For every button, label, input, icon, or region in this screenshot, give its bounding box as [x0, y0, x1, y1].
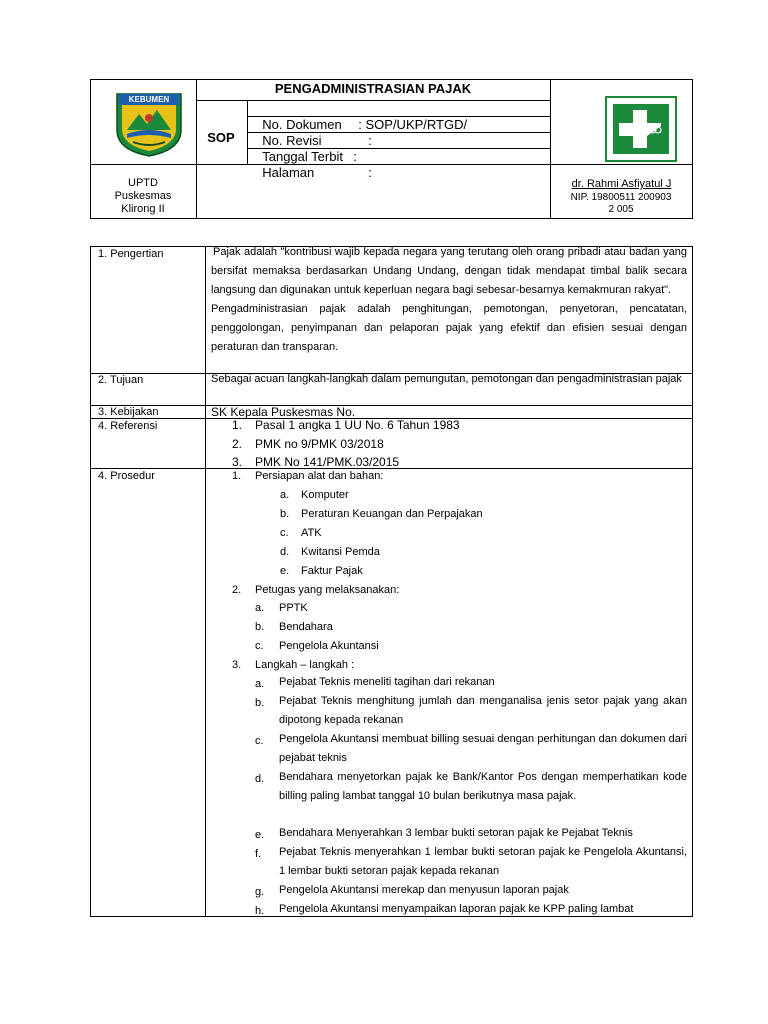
list-item: Peraturan Keuangan dan Perpajakan: [301, 508, 483, 520]
section-label-referensi: 4. Referensi: [98, 420, 158, 432]
section-label-prosedur: 4. Prosedur: [98, 470, 155, 482]
section-label-tujuan: 2. Tujuan: [98, 374, 144, 386]
step-title: Petugas yang melaksanakan:: [255, 584, 400, 596]
list-item: Pengelola Akuntansi menyampaikan laporan pajak ke KPP paling lambat: [279, 903, 634, 915]
step-number: 1.: [232, 470, 242, 482]
list-letter: f.: [255, 848, 262, 860]
list-item: Pengelola Akuntansi merekap dan menyusun laporan pajak: [279, 884, 569, 896]
organization-name: UPTD Puskesmas Klirong II: [114, 177, 172, 215]
list-letter: c.: [255, 735, 264, 747]
list-letter: c.: [280, 527, 289, 539]
list-item: Faktur Pajak: [301, 565, 363, 577]
list-item: Pejabat Teknis menghitung jumlah dan menganalisa jenis setor pajak yang akan dipotong kepada rekanan: [279, 695, 687, 726]
reference-item: PMK no 9/PMK 03/2018: [255, 437, 384, 451]
list-item: PPTK: [279, 602, 308, 614]
crest-text: KEBUMEN: [128, 95, 170, 104]
list-letter: h.: [255, 905, 265, 917]
step-number: 2.: [232, 584, 242, 596]
divider: [550, 79, 551, 219]
document-title: PENGADMINISTRASIAN PAJAK: [274, 81, 472, 96]
list-letter: c.: [255, 640, 264, 652]
list-letter: b.: [255, 621, 265, 633]
list-item: Pejabat Teknis menyerahkan 1 lembar bukti setoran pajak ke Pengelola Akuntansi, 1 lembar bukti setoran pajak kepada rekanan: [279, 846, 687, 877]
signatory-nip: NIP. 19800511 200903 2 005: [570, 192, 672, 215]
list-item: Bendahara Menyerahkan 3 lembar bukti setoran pajak ke Pejabat Teknis: [279, 827, 633, 839]
list-item: ATK: [301, 527, 322, 539]
list-letter: e.: [255, 829, 265, 841]
list-letter: a.: [255, 602, 265, 614]
list-item: Kwitansi Pemda: [301, 546, 380, 558]
section-label-kebijakan: 3. Kebijakan: [98, 406, 159, 418]
sop-label: SOP: [207, 130, 235, 145]
list-letter: e.: [280, 565, 290, 577]
divider: [205, 246, 206, 917]
section-label-pengertian: 1. Pengertian: [98, 248, 164, 260]
list-item: Bendahara menyetorkan pajak ke Bank/Kantor Pos dengan memperhatikan kode billing paling lambat tanggal 10 bulan berikutnya masa pajak.: [279, 771, 687, 802]
list-letter: b.: [280, 508, 290, 520]
reference-number: 2.: [232, 437, 243, 451]
reference-item: Pasal 1 angka 1 UU No. 6 Tahun 1983: [255, 418, 460, 432]
meta-row-tanggal: Tanggal Terbit :: [262, 149, 357, 164]
list-item: Pejabat Teknis meneliti tagihan dari rekanan: [279, 676, 495, 688]
list-letter: d.: [280, 546, 290, 558]
step-title: Langkah – langkah :: [255, 659, 355, 671]
list-item: Komputer: [301, 489, 349, 501]
section-content-kebijakan: SK Kepala Puskesmas No.: [211, 405, 356, 419]
list-item: Pengelola Akuntansi: [279, 640, 379, 652]
reference-item: PMK No 141/PMK.03/2015: [255, 455, 400, 469]
reference-number: 1.: [232, 418, 243, 432]
regency-crest-logo: [113, 90, 185, 158]
meta-row-halaman: Halaman :: [262, 165, 372, 180]
list-letter: b.: [255, 697, 265, 709]
list-letter: g.: [255, 886, 265, 898]
section-content-pengertian: Pajak adalah "kontribusi wajib kepada negara yang terutang oleh orang pribadi atau badan yang bersifat memaksa berdasarkan Undang Undang, dengan tidak mendapat timbal balik secara langsung dan digunakan untuk keperluan negara bagi sebesar-besarnya kemakmuran rakyat". Pengadministrasian pajak adalah penghitungan, pemotongan, penyetoran, pencatatan, penggolongan, penyimpanan dan pelaporan pajak yang efektif dan efisien sesuai dengan peraturan dan transparan.: [211, 246, 687, 353]
list-item: Bendahara: [279, 621, 333, 633]
meta-row-dokumen: No. Dokumen : SOP/UKP/RTGD/: [262, 117, 468, 132]
step-title: Persiapan alat dan bahan:: [255, 470, 384, 482]
signatory-name: dr. Rahmi Asfiyatul J: [571, 178, 672, 190]
meta-row-revisi: No. Revisi :: [262, 133, 372, 148]
divider: [90, 164, 693, 165]
list-letter: a.: [280, 489, 290, 501]
list-letter: d.: [255, 773, 265, 785]
divider: [90, 405, 693, 406]
step-number: 3.: [232, 659, 242, 671]
reference-number: 3.: [232, 455, 243, 469]
list-item: Pengelola Akuntansi membuat billing sesuai dengan perhitungan dan dokumen dari pejabat teknis: [279, 733, 687, 764]
list-letter: a.: [255, 678, 265, 690]
puskesmas-logo: [605, 96, 677, 162]
section-content-tujuan: Sebagai acuan langkah-langkah dalam pemungutan, pemotongan dan pengadministrasian pajak: [211, 373, 682, 385]
